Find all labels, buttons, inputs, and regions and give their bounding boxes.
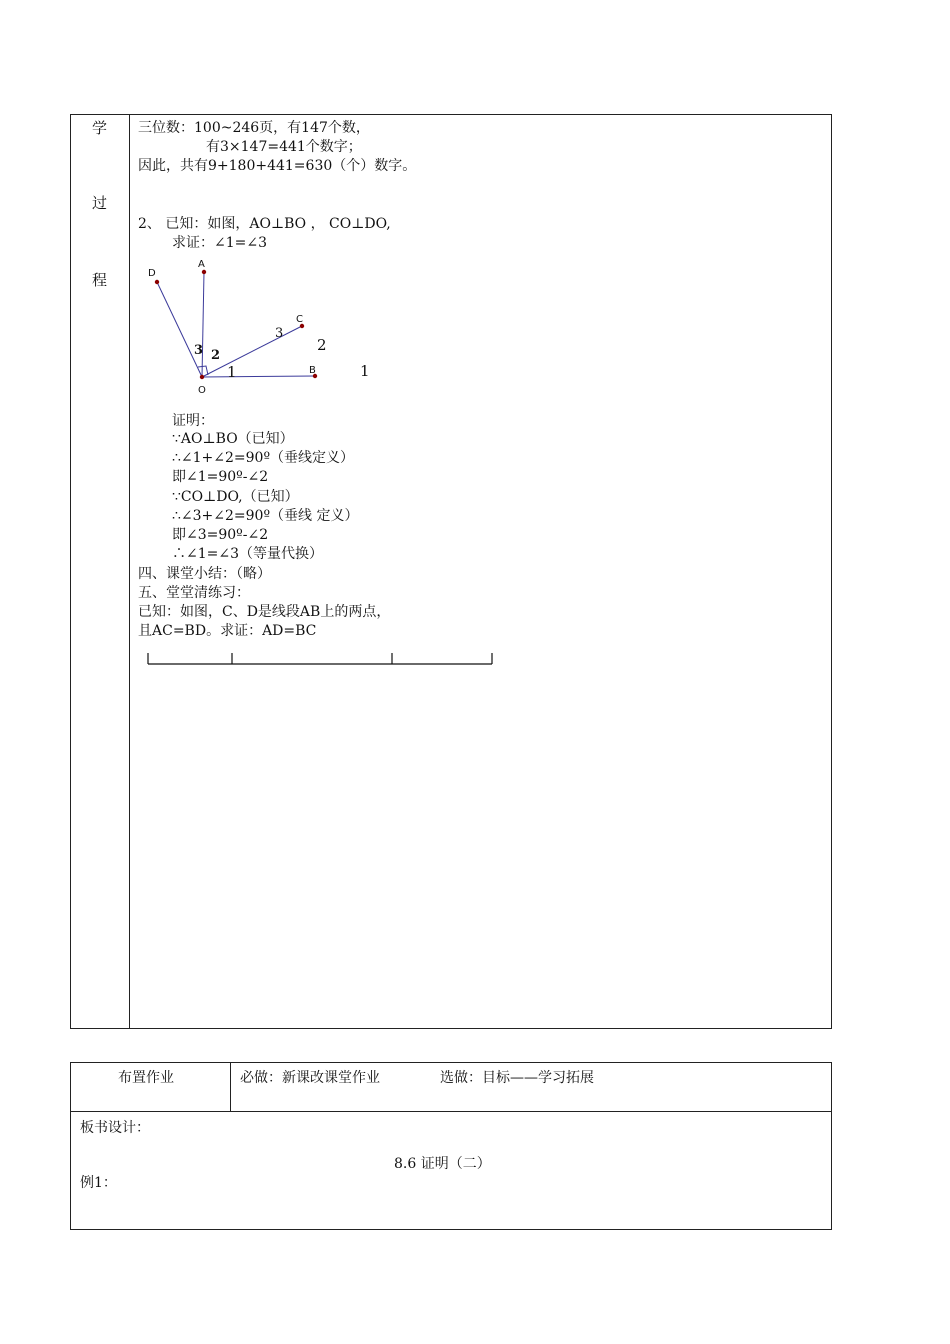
side-label-guo: 过: [92, 194, 108, 212]
label-b: B: [309, 365, 316, 376]
angle-figure: [140, 256, 380, 396]
board-title: 8.6 证明（二）: [394, 1156, 491, 1172]
extra-label-1: 1: [360, 362, 370, 380]
angle-label-2: 2: [211, 348, 221, 363]
extra-label-2: 2: [317, 336, 327, 354]
segment-figure: [140, 650, 500, 670]
proof-line-3: 即∠1=90º-∠2: [172, 469, 269, 485]
process-table-divider: [129, 114, 130, 1029]
problem-statement: 2、 已知：如图，AO⊥BO ， CO⊥DO,: [138, 216, 391, 232]
exercise-heading: 五、堂堂清练习：: [138, 585, 250, 601]
side-label-xue: 学: [92, 119, 108, 137]
ray-oa: [202, 272, 204, 377]
homework-label: 布置作业: [118, 1070, 174, 1086]
proof-line-1: ∵AO⊥BO（已知）: [172, 431, 294, 447]
homework-row-border: [70, 1111, 832, 1112]
ray-ob: [202, 376, 315, 377]
homework-required: 必做：新课改课堂作业: [240, 1070, 380, 1086]
label-d: D: [148, 268, 156, 279]
homework-optional: 选做：目标——学习拓展: [440, 1070, 594, 1086]
proof-line-2: ∴∠1+∠2=90º（垂线定义）: [172, 450, 355, 466]
ray-od: [157, 282, 202, 377]
angle-label-1: 1: [227, 363, 237, 381]
label-c: C: [296, 314, 303, 325]
exercise-goal: 且AC=BD。求证：AD=BC: [138, 623, 317, 639]
homework-table: [70, 1062, 832, 1230]
homework-divider: [230, 1062, 231, 1111]
exercise-given: 已知：如图，C、D是线段AB上的两点，: [138, 604, 391, 620]
proof-line-0: 证明：: [172, 413, 214, 429]
text-line-3: 因此，共有9+180+441=630（个）数字。: [138, 158, 417, 174]
summary-heading: 四、课堂小结：（略）: [138, 566, 271, 582]
right-angle-mark: [198, 366, 208, 375]
extra-label-3: 3: [275, 326, 284, 341]
point-a: [202, 270, 206, 274]
label-o: O: [198, 385, 206, 396]
point-d: [155, 280, 159, 284]
angle-label-3: 3: [194, 343, 204, 358]
board-example: 例1：: [80, 1175, 117, 1191]
proof-line-5: ∴∠3+∠2=90º（垂线 定义）: [172, 508, 359, 524]
text-line-2: 有3×147=441个数字；: [206, 139, 362, 155]
proof-line-4: ∵CO⊥DO,（已知）: [172, 489, 299, 505]
problem-goal: 求证：∠1=∠3: [172, 235, 268, 251]
text-line-1: 三位数：100~246页，有147个数，: [138, 120, 370, 136]
figure-rays: [157, 272, 315, 377]
side-label-cheng: 程: [92, 271, 108, 289]
point-o: [200, 375, 204, 379]
proof-line-7: ∴∠1=∠3（等量代换）: [172, 546, 324, 562]
label-a: A: [198, 259, 205, 270]
proof-line-6: 即∠3=90º-∠2: [172, 527, 269, 543]
board-label: 板书设计：: [80, 1120, 150, 1136]
